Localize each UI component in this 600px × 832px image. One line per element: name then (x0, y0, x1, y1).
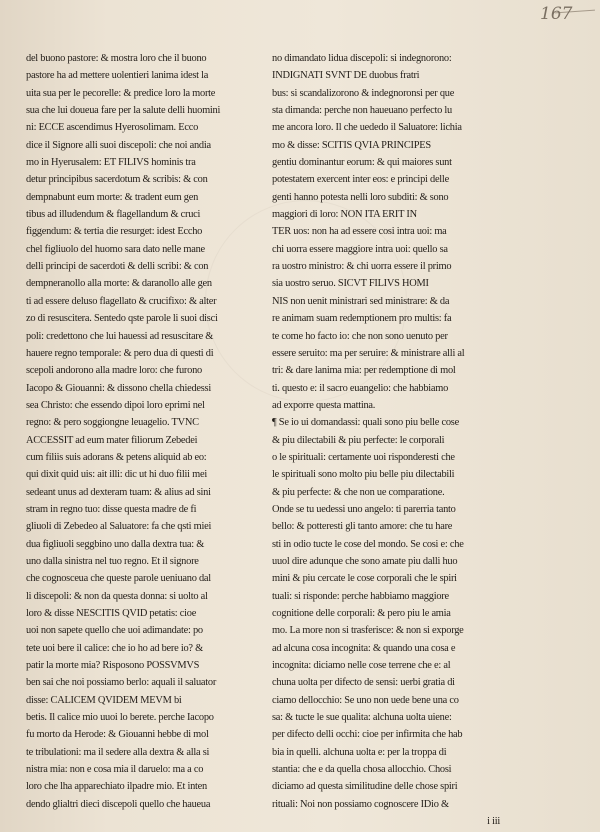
text-line: ti ad essere deluso flagellato & crucifixo: & alter (26, 295, 217, 307)
text-line: uuol dire adunque che sono amate piu dalli huo (272, 555, 458, 567)
right-text-column (272, 50, 508, 830)
text-line: sa: & tucte le sue qualita: alchuna uolta uiene: (272, 712, 452, 724)
text-line: potestatem exercent inter eos: e principi delle (272, 174, 449, 186)
text-line: tibus ad illudendum & flagellandum & cruci (26, 209, 201, 221)
text-line: sua che lui doueua fare per la salute delli huomini (26, 105, 221, 117)
text-line: & piu dilectabili & piu perfecte: le corporali (272, 434, 445, 446)
text-line: maggiori di loro: NON ITA ERIT IN (272, 209, 417, 221)
text-line: cum filiis suis adorans & petens aliquid ab eo: (26, 451, 207, 463)
text-line: no dimandato lidua discepoli: si indegnorono: (272, 53, 452, 64)
text-line: zo di resuscitera. Sentedo qste parole li suoi disci (26, 313, 218, 325)
text-line: li discepoli: & non da questa donna: si uolto al (26, 590, 208, 602)
folio-number: 167 (540, 4, 573, 24)
text-line: te come ho facto io: che non sono uenuto per (272, 330, 448, 342)
text-line: tuali: si risponde: perche habbiamo maggiore (272, 590, 449, 602)
text-line: loro & disse NESCITIS QVID petatis: cioe (26, 608, 197, 619)
text-line: dempnabunt eum morte: & tradent eum gen (26, 191, 199, 203)
text-line: uita sua per le pecorelle: & predice loro la morte (26, 87, 216, 99)
text-line: uoi non sapete quello che uoi adimandate: po (26, 625, 203, 637)
text-line: hauere regno temporale: & pero dua di questi di (26, 347, 214, 359)
text-line: qui dixit quid uis: ait illi: dic ut hi duo filii mei (26, 469, 207, 481)
text-line: regno: & pero soggiongne leuagelio. TVNC (26, 417, 199, 429)
text-line: ni: ECCE ascendimus Hyerosolimam. Ecco (26, 122, 199, 134)
text-line: dua figliuoli seggbino uno dalla dextra tua: & (26, 538, 205, 550)
text-line: Iacopo & Giouanni: & dissono chella chiedessi (26, 382, 211, 394)
text-line: tri: & dare lanima mia: per redemptione di mol (272, 365, 456, 377)
text-line: re animam suam redemptionem pro multis: fa (272, 313, 452, 325)
text-line: INDIGNATI SVNT DE duobus fratri (272, 70, 420, 82)
text-line: del buono pastore: & mostra loro che il buono (26, 53, 207, 64)
text-line: stram in regno tuo: disse questa madre de fi (26, 503, 197, 515)
text-line: chi uorra essere maggiore intra uoi: quello sa (272, 243, 448, 255)
text-line: betis. Il calice mio uuoi lo berete. perche Iacopo (26, 712, 214, 724)
text-line: che cognosceua che queste parole ueniuano dal (26, 573, 211, 585)
signature-mark: i iii (487, 816, 500, 828)
text-line: chuna uolta per difecto de sensi: uerbi gratia di (272, 677, 455, 689)
text-line: & piu perfecte: & che non ue comparatione. (272, 486, 445, 498)
text-line: mo in Hyerusalem: ET FILIVS hominis tra (26, 157, 196, 169)
text-line: tete uoi bere il calice: che io ho ad bere io? & (26, 642, 203, 654)
text-line: poli: credettono che lui hauessi ad resuscitare & (26, 330, 214, 342)
text-line: sti in odio tucte le cose del mondo. Se cosi e: che (272, 538, 464, 550)
text-line: dice il Signore alli suoi discepoli: che noi andia (26, 139, 211, 151)
text-line: o le spirituali: certamente uoi risponderesti che (272, 451, 455, 463)
text-line: sia uostro seruo. SICVT FILIVS HOMI (272, 278, 429, 290)
text-line: genti hanno potesta nelli loro subditi: & sono (272, 191, 449, 203)
text-line: mo. La more non si trasferisce: & non si exporge (272, 625, 464, 637)
text-line: diciamo ad questa similitudine delle chose spiri (272, 781, 458, 793)
left-text-column (26, 50, 258, 813)
text-line: dendo glialtri dieci discepoli quello che haueua (26, 798, 211, 810)
text-line: Onde se tu uedessi uno angelo: ti parerria tanto (272, 503, 456, 515)
text-line: nistra mia: non e cosa mia il daruelo: ma a co (26, 764, 204, 776)
text-line: fu morto da Herode: & Giouanni hebbe di mol (26, 729, 209, 741)
text-line: ¶ Se io ui domandassi: quali sono piu belle cose (272, 417, 459, 429)
text-line: figgendum: & tertia die resurget: idest Eccho (26, 226, 203, 238)
text-line: dempneranollo alla morte: & daranollo alle gen (26, 278, 212, 290)
text-line: mo & disse: SCITIS QVIA PRINCIPES (272, 139, 431, 151)
text-line: rituali: Noi non possiamo cognoscere IDio & (272, 798, 449, 810)
text-line: chel figliuolo del huomo sara dato nelle mane (26, 243, 205, 255)
text-line: bia in quelli. alchuna uolta e: per la troppa di (272, 746, 447, 758)
text-line: delli principi de sacerdoti & delli scribi: & con (26, 261, 209, 273)
text-line: sedeant unus ad dexteram tuam: & alius ad sini (26, 486, 211, 498)
text-line: ad alcuna cosa incognita: & quando una cosa e (272, 642, 456, 654)
text-line: ti. questo e: il sacro euangelio: che habbiamo (272, 382, 449, 394)
text-line: bello: & potteresti gli tanto amore: che tu hare (272, 521, 453, 533)
text-line: uno dalla sinistra nel tuo regno. Et il signore (26, 555, 199, 567)
text-line: gliuoli di Zebedeo al Saluatore: fa che qsti miei (26, 521, 212, 533)
text-line: le spirituali sono molto piu belle piu dilectabili (272, 469, 455, 481)
text-line: bus: si scandalizorono & indegnoronsi per que (272, 87, 455, 99)
text-line: detur principibus sacerdotum & scribis: & con (26, 174, 208, 186)
text-line: gentiu dominantur eorum: & qui maiores sunt (272, 157, 452, 169)
text-line: mini & piu cercate le cose corporali che le spiri (272, 573, 457, 585)
text-line: sta dimanda: perche non haueuano perfecto lu (272, 105, 452, 117)
text-line: sea Christo: che essendo dipoi loro eprimi nel (26, 399, 205, 411)
text-line: incognita: diciamo nelle cose terrene che e: al (272, 660, 451, 672)
text-line: stantia: che e da quella chosa allocchio. Chosi (272, 764, 452, 776)
text-line: NIS non uenit ministrari sed ministrare: & da (272, 295, 450, 307)
text-line: per difecto delli occhi: cioe per infirmita che hab (272, 729, 463, 741)
text-line: te tribulationi: ma il sedere alla dextra & alla si (26, 746, 210, 758)
text-line: ad exporre questa mattina. (272, 399, 376, 411)
text-line: disse: CALICEM QVIDEM MEVM bi (26, 694, 182, 706)
text-line: pastore ha ad mettere uolentieri lanima idest la (26, 70, 209, 82)
text-line: ciamo dellocchio: Se uno non uede bene una co (272, 694, 459, 706)
text-line: ra uostro ministro: & chi uorra essere il primo (272, 261, 452, 273)
text-line: ben sai che noi possiamo berlo: aquali il saluator (26, 677, 217, 689)
text-line: ACCESSIT ad eum mater filiorum Zebedei (26, 434, 198, 446)
text-line: essere seruito: ma per seruire: & ministrare alli al (272, 347, 465, 359)
text-line: patir la morte mia? Risposono POSSVMVS (26, 660, 200, 672)
text-line: me ancora loro. Il che uededo il Saluatore: lichia (272, 122, 462, 134)
text-line: TER uos: non ha ad essere cosi intra uoi: ma (272, 226, 447, 238)
text-line: cognitione delle corporali: & pero piu le amia (272, 608, 451, 619)
text-line: scepoli andorono alla madre loro: che furono (26, 365, 202, 377)
text-line: loro che lha apparechiato ilpadre mio. Et inten (26, 781, 207, 793)
